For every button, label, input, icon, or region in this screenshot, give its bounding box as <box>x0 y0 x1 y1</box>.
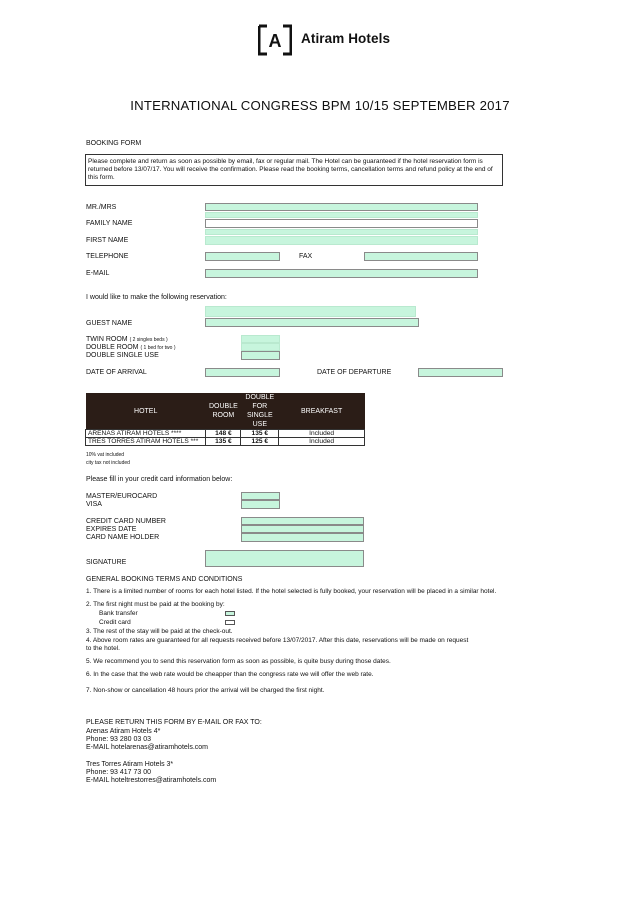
first-name-input[interactable] <box>205 236 478 245</box>
city-tax-note: city tax not included <box>86 460 130 466</box>
visa-checkbox[interactable] <box>241 500 280 509</box>
brand-name: Atiram Hotels <box>301 31 391 46</box>
row-single: 135 € <box>241 430 279 438</box>
guest-name-input[interactable] <box>205 318 419 327</box>
col-hotel-header: HOTEL <box>86 393 206 430</box>
credit-card-checkbox[interactable] <box>225 620 235 625</box>
card-holder-input[interactable] <box>241 533 364 542</box>
row-breakfast: Included <box>279 438 365 446</box>
term-2: 2. The first night must be paid at the booking by: <box>86 601 225 608</box>
double-room-label <box>86 344 175 352</box>
hotel2-phone: Phone: 93 417 73 00 <box>86 769 152 776</box>
card-holder-label: CARD NAME HOLDER <box>86 534 160 541</box>
reservation-intro: I would like to make the following reservation: <box>86 294 227 301</box>
hotel1-email[interactable]: E-MAIL hotelarenas@atiramhotels.com <box>86 744 209 751</box>
intro-box <box>85 154 503 186</box>
term-3: 3. The rest of the stay will be paid at the check-out. <box>86 628 233 635</box>
mr-mrs-label: MR./MRS <box>86 204 117 211</box>
table-row <box>86 438 365 446</box>
term-5: 5. We recommend you to send this reservation form as soon as possible, is quite busy during those dates. <box>86 658 391 665</box>
mr-mrs-input[interactable] <box>205 203 478 211</box>
row-hotel: ARENAS ATIRAM HOTELS **** <box>86 430 206 438</box>
double-room-note: ( 1 bed for two ) <box>140 345 176 351</box>
bank-transfer-label: Bank transfer <box>99 610 138 617</box>
row-single: 125 € <box>241 438 279 446</box>
family-name-input-extra[interactable] <box>205 229 478 235</box>
row-double: 148 € <box>206 430 241 438</box>
double-room-qty[interactable] <box>241 343 280 351</box>
table-row <box>86 430 365 438</box>
col-double-header: DOUBLE ROOM <box>206 393 241 430</box>
col-single-header: DOUBLE FOR SINGLE USE <box>241 393 279 430</box>
hotel1-name: Arenas Atiram Hotels 4* <box>86 728 161 735</box>
intro-text: Please complete and return as soon as possible by email, fax or regular mail. The Hotel can be guaranteed if the hotel reservation form is returned before 13/07/17. You will receive the confirmation. Please read the booking terms, cancellation terms and refund policy at the end of this form. <box>88 158 493 181</box>
logo-letter: A <box>268 31 282 51</box>
booking-form-label: BOOKING FORM <box>86 140 142 147</box>
bank-transfer-checkbox[interactable] <box>225 611 235 616</box>
family-name-label: FAMILY NAME <box>86 220 133 227</box>
arrival-input[interactable] <box>205 368 280 377</box>
first-name-label: FIRST NAME <box>86 237 129 244</box>
signature-label: SIGNATURE <box>86 559 127 566</box>
table-header-row <box>86 393 365 430</box>
arrival-label: DATE OF ARRIVAL <box>86 369 147 376</box>
terms-heading: GENERAL BOOKING TERMS AND CONDITIONS <box>86 576 243 583</box>
email-input[interactable] <box>205 269 478 278</box>
fax-input[interactable] <box>364 252 478 261</box>
col-breakfast-header: BREAKFAST <box>279 393 365 430</box>
master-checkbox[interactable] <box>241 492 280 500</box>
card-expires-input[interactable] <box>241 525 364 533</box>
row-hotel: TRES TORRES ATIRAM HOTELS *** <box>86 438 206 446</box>
twin-room-qty[interactable] <box>241 335 280 343</box>
twin-room-label <box>86 336 168 344</box>
credit-card-label: Credit card <box>99 619 131 626</box>
brand-logo-mark <box>258 24 292 56</box>
family-name-input[interactable] <box>205 219 478 228</box>
card-number-input[interactable] <box>241 517 364 525</box>
term-7: 7. Non-show or cancellation 48 hours prior the arrival will be charged the first night. <box>86 687 325 694</box>
row-double: 135 € <box>206 438 241 446</box>
term-6: 6. In the case that the web rate would be cheapper than the congress rate we will offer the web rate. <box>86 671 374 678</box>
double-single-label: DOUBLE SINGLE USE <box>86 352 159 359</box>
hotel-rates-table <box>85 393 365 446</box>
email-label: E-MAIL <box>86 270 110 277</box>
card-intro: Please fill in your credit card information below: <box>86 476 233 483</box>
double-room-main: DOUBLE ROOM <box>86 344 139 351</box>
card-number-label: CREDIT CARD NUMBER <box>86 518 166 525</box>
row-breakfast: Included <box>279 430 365 438</box>
page-title: INTERNATIONAL CONGRESS BPM 10/15 SEPTEMBER 2017 <box>130 98 510 113</box>
departure-label: DATE OF DEPARTURE <box>317 369 392 376</box>
double-single-qty[interactable] <box>241 351 280 360</box>
departure-input[interactable] <box>418 368 503 377</box>
visa-label: VISA <box>86 501 102 508</box>
hotel1-phone: Phone: 93 280 03 03 <box>86 736 152 743</box>
return-heading: PLEASE RETURN THIS FORM BY E-MAIL OR FAX TO: <box>86 719 262 726</box>
telephone-input[interactable] <box>205 252 280 261</box>
term-4a: 4. Above room rates are guaranteed for all requests received before 13/07/2017. After this date, reservations will be made on request <box>86 637 469 644</box>
fax-label: FAX <box>299 253 313 260</box>
vat-note: 10% vat included <box>86 452 125 458</box>
guest-name-label: GUEST NAME <box>86 320 133 327</box>
twin-room-main: TWIN ROOM <box>86 336 128 343</box>
card-expires-label: EXPIRES DATE <box>86 526 137 533</box>
twin-room-note: ( 2 singles beds ) <box>129 337 168 343</box>
hotel2-email[interactable]: E-MAIL hoteltrestorres@atiramhotels.com <box>86 777 217 784</box>
term-1: 1. There is a limited number of rooms for each hotel listed. If the hotel selected is fully booked, your reservation will be placed in a similar hotel. <box>86 588 497 595</box>
hotel2-name: Tres Torres Atiram Hotels 3* <box>86 761 174 768</box>
master-label: MASTER/EUROCARD <box>86 493 158 500</box>
term-4b: to the hotel. <box>86 645 120 652</box>
mr-mrs-input-extra[interactable] <box>205 212 478 218</box>
guest-name-input-upper[interactable] <box>205 306 416 317</box>
telephone-label: TELEPHONE <box>86 253 129 260</box>
signature-box[interactable] <box>205 550 364 567</box>
